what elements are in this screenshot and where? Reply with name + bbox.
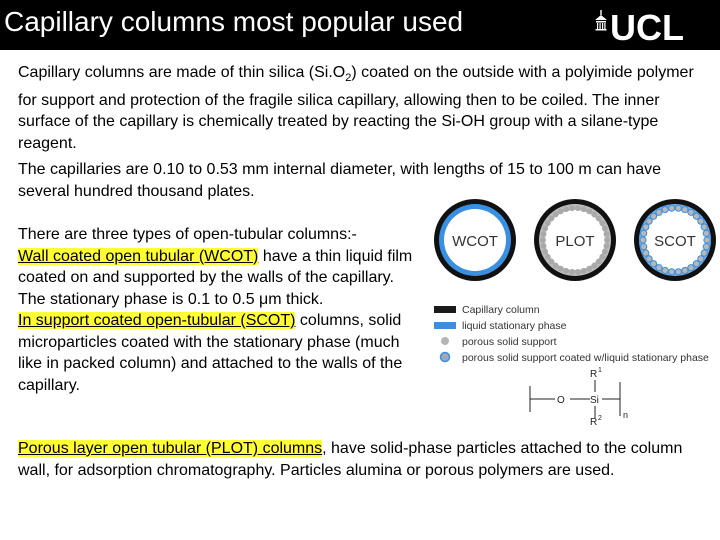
scot-particles-particle — [688, 209, 694, 215]
plot-particles-particle — [602, 226, 608, 232]
scot-particles-particle — [650, 261, 656, 267]
scot-particles-particle — [682, 206, 688, 212]
para1-text-start: Capillary columns are made of thin silica (Si.O — [18, 64, 346, 81]
scot-particles-particle — [643, 224, 649, 230]
plot-particles-particle — [586, 208, 592, 214]
scot-particles-particle — [675, 205, 681, 211]
plot-particles-particle — [596, 259, 602, 265]
plot-particles-particle — [558, 266, 564, 272]
scot-description — [18, 310, 424, 396]
plot-particles-particle — [591, 212, 597, 218]
plot-particles-particle — [581, 268, 587, 274]
plot-particles-particle — [563, 206, 569, 212]
plot-cross-section — [534, 199, 616, 281]
plot-particles-particle — [599, 254, 605, 260]
plot-particles-particle — [569, 269, 575, 275]
scot-particles-particle — [650, 213, 656, 219]
plot-particles-particle — [542, 226, 548, 232]
legend-swatch-porous — [441, 337, 449, 345]
plot-particles-particle — [575, 269, 581, 275]
scot-text: columns, solid microparticles coated with the stationary phase (much like in packed column) and attached to the walls of the capillary. — [18, 312, 403, 394]
scot-particles-particle — [701, 250, 707, 256]
formula-r1-sup: 1 — [598, 367, 602, 374]
formula-n: n — [623, 410, 629, 420]
header-bar — [0, 0, 720, 50]
wcot-cross-section — [434, 199, 516, 281]
legend-label-liquid: liquid stationary phase — [462, 320, 567, 332]
plot-particles-particle — [548, 259, 554, 265]
legend-label-capillary: Capillary column — [462, 304, 540, 316]
formula-r2: R — [590, 417, 598, 425]
wcot-description — [18, 246, 424, 311]
wcot-label: Wall coated open tubular (WCOT) — [18, 247, 259, 265]
scot-particles-particle — [641, 244, 647, 250]
plot-particles-particle — [596, 216, 602, 222]
scot-particles-particle — [682, 267, 688, 273]
scot-label: In support coated open-tubular (SCOT) — [18, 312, 296, 329]
scot-particles-particle — [698, 256, 704, 262]
scot-particles-particle — [675, 269, 681, 275]
scot-particles-particle — [669, 269, 675, 275]
paragraph-plot — [18, 438, 708, 481]
scot-particles-particle — [701, 224, 707, 230]
plot-particles-particle — [604, 237, 610, 243]
portico-icon — [595, 10, 607, 31]
scot-particles-particle — [656, 209, 662, 215]
plot-particles-particle — [545, 254, 551, 260]
legend-label-coated: porous solid support coated w/liquid stationary phase — [462, 352, 709, 364]
formula-si: Si — [590, 395, 599, 406]
scot-particles-particle — [693, 261, 699, 267]
plot-particles-particle — [545, 220, 551, 226]
ucl-logo-text: UCL — [610, 8, 684, 42]
scot-particles-particle — [688, 265, 694, 271]
page-title: Capillary columns most popular used — [4, 6, 464, 37]
scot-particles-particle — [641, 230, 647, 236]
para1-subscript: 2 — [345, 72, 352, 85]
legend-swatch-liquid — [434, 322, 456, 329]
plot-particles-particle — [604, 231, 610, 237]
paragraph-column-types — [18, 224, 424, 396]
scot-particles-particle — [643, 250, 649, 256]
scot-particles-particle — [704, 237, 710, 243]
plot-particles-particle — [541, 231, 547, 237]
plot-particles-particle — [575, 205, 581, 211]
column-cross-section-diagram — [430, 190, 720, 425]
ucl-logo — [592, 8, 704, 42]
plot-text: , have solid-phase particles attached to the column wall, for adsorption chromatography. Particles alumina or porous polymers are used. — [18, 440, 683, 479]
scot-particles-particle — [703, 244, 709, 250]
plot-particles-particle — [563, 268, 569, 274]
formula-r1: R — [590, 369, 598, 380]
plot-particles-particle — [542, 249, 548, 255]
plot-particles-particle — [541, 243, 547, 249]
plot-particles-particle — [548, 216, 554, 222]
column-types-intro: There are three types of open-tubular columns:- — [18, 226, 357, 243]
para2-text: The capillaries are 0.10 to 0.53 mm internal diameter, with lengths of 15 to 100 m can have several hundred thousand plates. — [18, 161, 662, 200]
diagram-legend — [434, 304, 709, 364]
scot-circle-label: SCOT — [654, 233, 696, 250]
para1-text-end: ) coated on the outside with a polyimide polymer for support and protection of the fragile silica capillary, allowing then to be coiled. The inner surface of the capillary is chemically treated by reacting the Si-OH group with a silane-type reagent. — [18, 64, 694, 152]
plot-circle-label: PLOT — [555, 233, 595, 250]
plot-particles-particle — [599, 220, 605, 226]
scot-particles-particle — [646, 218, 652, 224]
plot-particles-particle — [558, 208, 564, 214]
scot-particles-particle — [640, 237, 646, 243]
scot-particles-particle — [669, 205, 675, 211]
plot-particles-particle — [586, 266, 592, 272]
paragraph-capillary-material — [18, 62, 698, 154]
scot-particles-particle — [646, 256, 652, 262]
plot-particles-particle — [569, 205, 575, 211]
legend-swatch-coated — [441, 353, 450, 362]
plot-particles-particle — [553, 263, 559, 269]
plot-particles-particle — [553, 212, 559, 218]
scot-particles-particle — [656, 265, 662, 271]
plot-particles-particle — [604, 243, 610, 249]
legend-label-porous: porous solid support — [462, 336, 557, 348]
legend-swatch-capillary — [434, 306, 456, 313]
formula-r2-sup: 2 — [598, 415, 602, 422]
formula-o: O — [557, 395, 565, 406]
plot-particles-particle — [591, 263, 597, 269]
scot-particles-particle — [662, 206, 668, 212]
plot-particles-particle — [540, 237, 546, 243]
scot-particles-particle — [693, 213, 699, 219]
plot-particles-particle — [581, 206, 587, 212]
scot-particles-particle — [703, 230, 709, 236]
siloxane-formula — [530, 380, 620, 418]
plot-particles-particle — [602, 249, 608, 255]
wcot-text: have a thin liquid film coated on and supported by the walls of the capillary. The stationary phase is 0.1 to 0.5 μm thick. — [18, 247, 413, 308]
wcot-circle-label: WCOT — [452, 233, 498, 250]
scot-particles-particle — [698, 218, 704, 224]
plot-label: Porous layer open tubular (PLOT) columns — [18, 440, 323, 457]
scot-particles-particle — [662, 267, 668, 273]
